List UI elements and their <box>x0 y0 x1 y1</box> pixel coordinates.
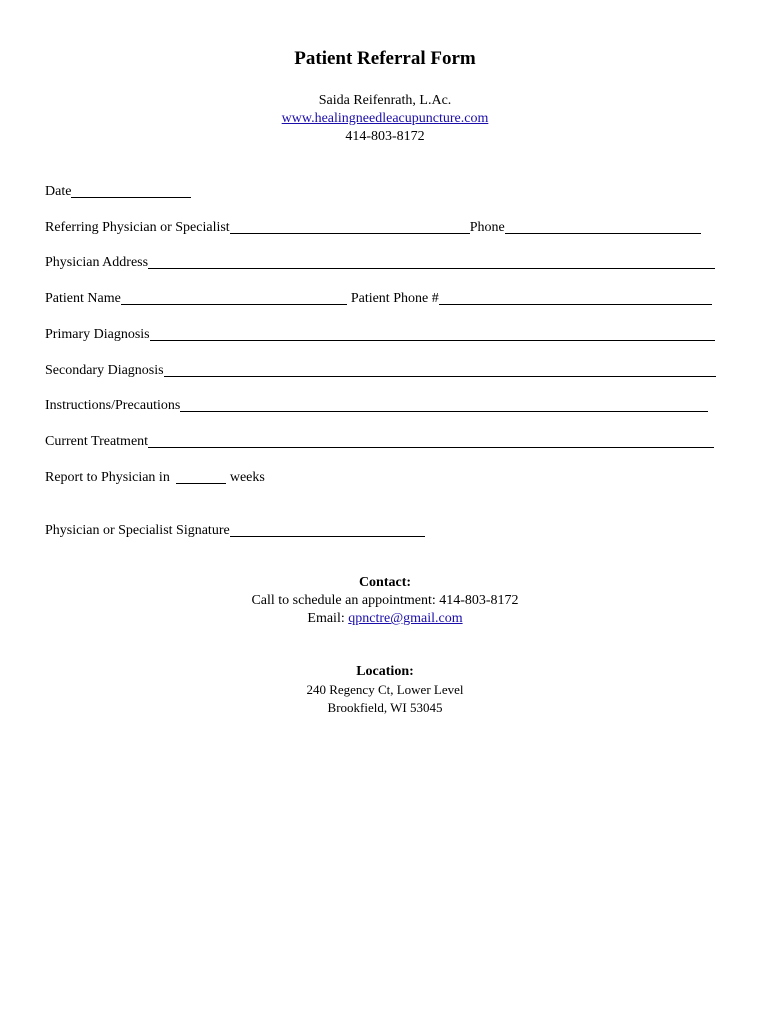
address-line-2: Brookfield, WI 53045 <box>327 700 443 715</box>
page-title: Patient Referral Form <box>294 48 476 69</box>
referring-row <box>45 216 701 236</box>
current-treatment-field[interactable] <box>148 433 714 448</box>
referring-physician-field[interactable] <box>230 219 470 234</box>
patient-row <box>45 287 712 307</box>
current-treatment-label: Current Treatment <box>45 434 149 449</box>
location-heading: Location: <box>356 664 414 679</box>
patient-name-label: Patient Name <box>45 291 121 306</box>
physician-address-field[interactable] <box>148 254 715 269</box>
schedule-text: Call to schedule an appointment: 414-803-8172 <box>251 593 519 608</box>
physician-address-label: Physician Address <box>45 255 149 270</box>
secondary-diagnosis-field[interactable] <box>164 362 716 377</box>
signature-field[interactable] <box>230 522 425 537</box>
instructions-field[interactable] <box>180 397 708 412</box>
physician-phone-label: Phone <box>469 220 505 235</box>
header-phone: 414-803-8172 <box>345 129 425 144</box>
email-link[interactable]: qpnctre@gmail.com <box>348 611 463 626</box>
date-row <box>45 180 191 200</box>
date-label: Date <box>45 184 72 199</box>
secondary-diagnosis-label: Secondary Diagnosis <box>45 363 164 378</box>
date-field[interactable] <box>71 183 191 198</box>
primary-diagnosis-field[interactable] <box>150 326 715 341</box>
patient-phone-field[interactable] <box>439 290 712 305</box>
referring-physician-label: Referring Physician or Specialist <box>45 220 230 235</box>
email-label: Email: <box>307 611 349 626</box>
patient-name-field[interactable] <box>121 290 347 305</box>
report-weeks-suffix: weeks <box>229 470 265 485</box>
primary-diagnosis-label: Primary Diagnosis <box>45 327 150 342</box>
report-label: Report to Physician in <box>45 470 170 485</box>
report-row <box>45 466 265 486</box>
patient-phone-label: Patient Phone # <box>350 291 439 306</box>
signature-row <box>45 519 425 539</box>
secondary-diagnosis-row <box>45 359 716 379</box>
instructions-row <box>45 394 708 414</box>
signature-label: Physician or Specialist Signature <box>45 523 230 538</box>
practitioner-name: Saida Reifenrath, L.Ac. <box>318 93 452 108</box>
current-treatment-row <box>45 430 714 450</box>
instructions-label: Instructions/Precautions <box>45 398 181 413</box>
email-line <box>0 610 770 628</box>
address-line-1: 240 Regency Ct, Lower Level <box>306 682 464 697</box>
contact-heading: Contact: <box>358 575 412 590</box>
physician-address-row <box>45 251 715 271</box>
report-weeks-field[interactable] <box>176 469 226 484</box>
physician-phone-field[interactable] <box>505 219 701 234</box>
website-link[interactable]: www.healingneedleacupuncture.com <box>281 111 489 126</box>
primary-diagnosis-row <box>45 323 715 343</box>
website-line <box>0 110 770 128</box>
